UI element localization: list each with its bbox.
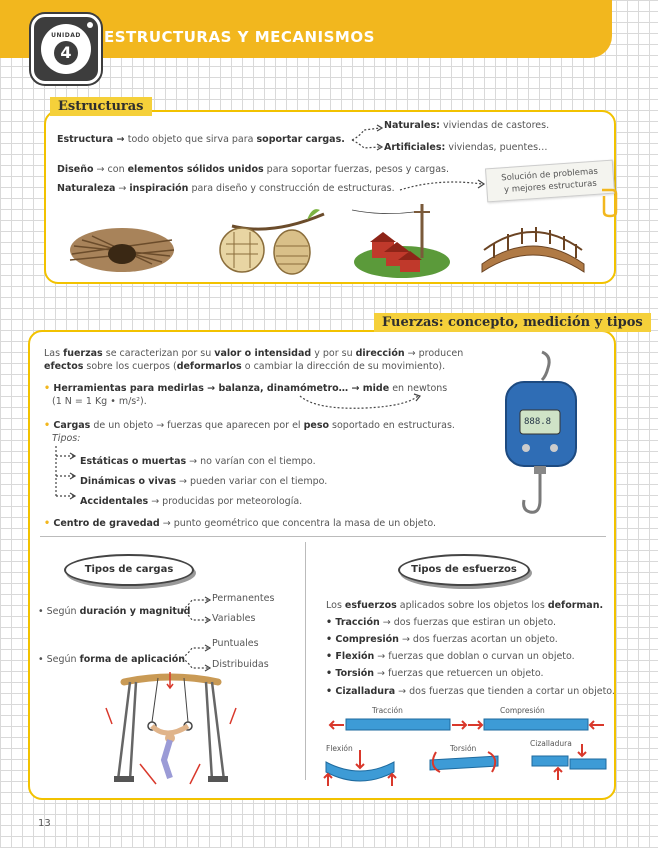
esfuerzo-item: • Tracción → dos fuerzas que estiran un objeto.	[326, 617, 557, 628]
diagram-label-torsion: Torsión	[450, 744, 477, 753]
fuerzas-intro-line2: efectos sobre los cuerpos (deformarlos o cambiar la dirección de su movimiento).	[44, 361, 446, 372]
section-rule	[40, 536, 606, 537]
camera-dot-icon	[87, 22, 93, 28]
diagram-label-flexion: Flexión	[326, 744, 353, 753]
wasp-nest-illustration	[212, 206, 332, 276]
page-title: ESTRUCTURAS Y MECANISMOS	[104, 28, 375, 46]
scale-display: 888.8	[524, 417, 552, 427]
diagram-label-cizalladura: Cizalladura	[530, 739, 572, 748]
cargas-row2-label: • Según forma de aplicación	[38, 654, 186, 665]
beaver-lodge-illustration	[62, 210, 182, 274]
page-number: 13	[38, 818, 51, 829]
sticky-note: Solución de problemas y mejores estructuras	[485, 160, 615, 203]
esfuerzo-item: • Cizalladura → dos fuerzas que tienden a cortar un objeto.	[326, 686, 615, 697]
artificiales-line: Artificiales: viviendas, puentes…	[384, 142, 548, 153]
tipo-accidentales: Accidentales → producidas por meteorología.	[80, 496, 303, 507]
esfuerzos-intro: Los esfuerzos aplicados sobre los objetos los deforman.	[326, 600, 604, 611]
tipos-label: Tipos:	[52, 433, 81, 444]
naturaleza-arrow	[398, 176, 488, 196]
estructuras-tag: Estructuras	[50, 97, 152, 116]
cargas-permanentes: Permanentes	[212, 593, 275, 604]
estructura-branch-arrows	[350, 122, 386, 152]
wooden-bridge-illustration	[478, 208, 588, 278]
dinamometro-arrow	[296, 392, 426, 414]
fuerzas-intro-line1: Las fuerzas se caracterizan por su valor o intensidad y por su dirección → producen	[44, 348, 464, 359]
cargas-line: • Cargas de un objeto → fuerzas que aparecen por el peso soportado en estructuras.	[44, 420, 455, 431]
torsion-diagram	[424, 748, 504, 778]
column-divider	[305, 542, 306, 780]
naturaleza-line: Naturaleza → inspiración para diseño y construcción de estructuras.	[57, 183, 395, 194]
diagram-label-traccion: Tracción	[372, 706, 403, 715]
houses-powerline-illustration	[352, 200, 452, 280]
tipo-estaticas: Estáticas o muertas → no varían con el tiempo.	[80, 456, 316, 467]
flexion-diagram	[320, 748, 400, 788]
cargas-row1-label: • Según duración y magnitud	[38, 606, 191, 617]
diagram-label-compresion: Compresión	[500, 706, 545, 715]
compresion-diagram	[466, 714, 606, 736]
esfuerzo-item: • Torsión → fuerzas que retuercen un objeto.	[326, 668, 544, 679]
estructura-definition: Estructura → todo objeto que sirva para soportar cargas.	[57, 134, 345, 145]
naturales-line: Naturales: viviendas de castores.	[384, 120, 550, 131]
paperclip-icon	[598, 188, 618, 218]
herramientas-line: • Herramientas para medirlas → balanza, dinamómetro… → mide en newtons	[44, 383, 448, 394]
diseno-line: Diseño → con elementos sólidos unidos para soportar fuerzas, pesos y cargas.	[57, 164, 450, 175]
tipos-bracket	[52, 446, 82, 502]
cargas-distribuidas: Distribuidas	[212, 659, 269, 670]
esfuerzo-item: • Compresión → dos fuerzas acortan un objeto.	[326, 634, 558, 645]
digital-scale-illustration	[502, 352, 582, 522]
tipos-cargas-title: Tipos de cargas	[64, 554, 194, 586]
traccion-diagram	[328, 714, 468, 736]
gymnast-rings-illustration	[96, 668, 246, 790]
cargas-row1-branch	[180, 596, 214, 624]
cizalladura-diagram	[528, 744, 612, 780]
cargas-puntuales: Puntuales	[212, 638, 259, 649]
unit-badge	[31, 14, 101, 84]
tipo-dinamicas: Dinámicas o vivas → pueden variar con el tiempo.	[80, 476, 328, 487]
fuerzas-tag: Fuerzas: concepto, medición y tipos	[374, 313, 651, 332]
cargas-variables: Variables	[212, 613, 256, 624]
tipos-esfuerzos-title: Tipos de esfuerzos	[398, 554, 530, 586]
unit-label: UNIDAD	[51, 32, 81, 39]
centro-gravedad-line: • Centro de gravedad → punto geométrico que concentra la masa de un objeto.	[44, 518, 437, 529]
esfuerzo-item: • Flexión → fuerzas que doblan o curvan un objeto.	[326, 651, 575, 662]
unit-number: 4	[54, 41, 78, 65]
herramientas-unit: (1 N = 1 Kg • m/s²).	[52, 396, 147, 407]
